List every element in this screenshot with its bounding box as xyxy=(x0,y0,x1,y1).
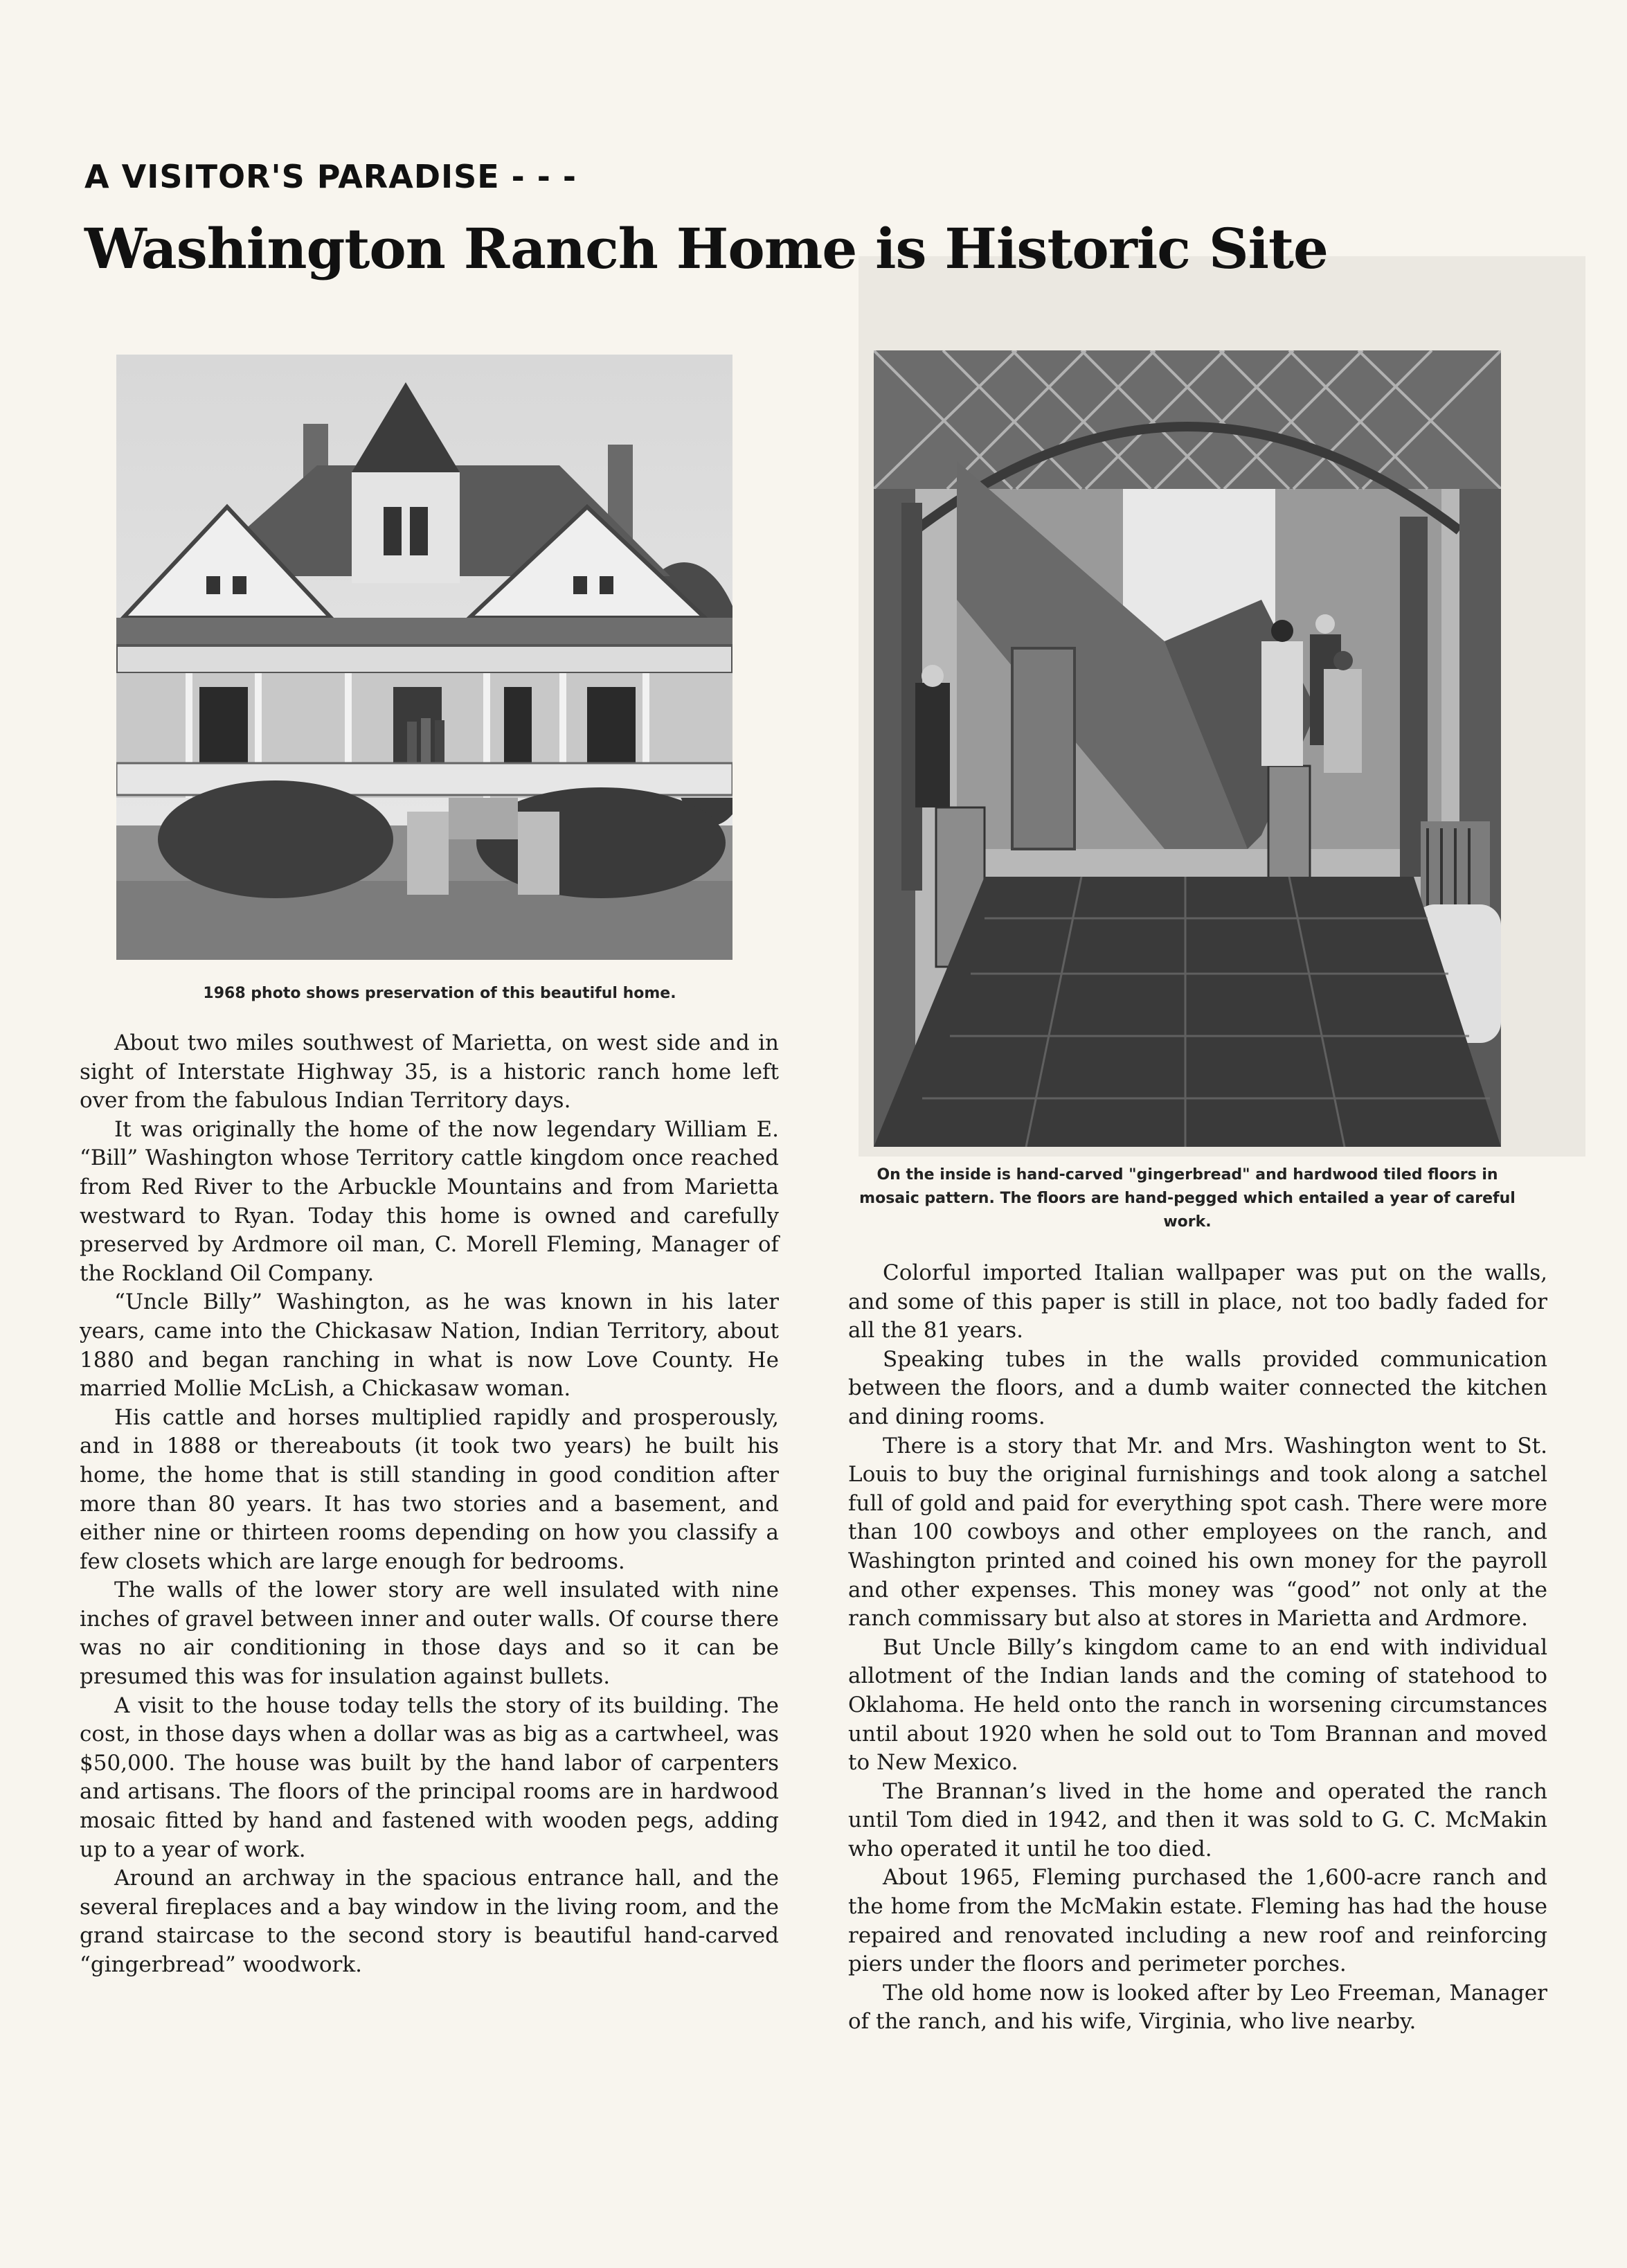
paragraph: About 1965, Fleming purchased the 1,600-acre ranch and the home from the McMakin estate. Fleming has had the house repaired and renovated including a new roof and reinforcing piers under the floors and perimeter porches. xyxy=(848,1865,1547,1977)
paragraph: It was originally the home of the now legendary William E. “Bill” Washington whose Territory cattle kingdom once reached from Red River to the Arbuckle Mountains and from Marietta westward to Ryan. Today this home is owned and carefully preserved by Ardmore oil man, C. Morell Fleming, Manager of the Rockland Oil Company. xyxy=(80,1116,779,1286)
paragraph: “Uncle Billy” Washington, as he was known in his later years, came into the Chickasaw Nation, Indian Territory, about 1880 and began ranching in what is now Love County. He married Mollie McLish, a Chickasaw woman. xyxy=(80,1289,779,1402)
paragraph: Speaking tubes in the walls provided communication between the floors, and a dumb waiter connected the kitchen and dining rooms. xyxy=(848,1346,1547,1429)
paragraph: His cattle and horses multiplied rapidly and prosperously, and in 1888 or thereabouts (it took two years) he built his home, the home that is still standing in good condition after more than 80 years. It has two stories and a basement, and either nine or thirteen rooms depending on how you classify a few closets which are large enough for bedrooms. xyxy=(80,1404,779,1574)
house-photo xyxy=(116,355,732,960)
paragraph: The Brannan’s lived in the home and operated the ranch until Tom died in 1942, and then it was sold to G. C. McMakin who operated it until he too died. xyxy=(848,1778,1547,1861)
paragraph: The old home now is looked after by Leo Freeman, Manager of the ranch, and his wife, Virginia, who live nearby. xyxy=(848,1980,1547,2035)
headline: Washington Ranch Home is Historic Site xyxy=(84,216,1328,281)
article-left-column xyxy=(80,1029,779,1980)
hall-photo-caption: On the inside is hand-carved "gingerbread" and hardwood tiled floors in mosaic pattern. The floors are hand-pegged which entailed a year of careful work. xyxy=(859,1166,1516,1231)
paragraph: The walls of the lower story are well insulated with nine inches of gravel between inner and outer walls. Of course there was no air conditioning in those days and so it can be presumed this was for insulation against bullets. xyxy=(80,1578,779,1690)
entrance-hall-photo xyxy=(874,350,1501,1147)
paragraph: Around an archway in the spacious entrance hall, and the several fireplaces and a bay window in the living room, and the grand staircase to the second story is beautiful hand-carved “gingerbread” woodwork. xyxy=(80,1866,779,1977)
paragraph: There is a story that Mr. and Mrs. Washington went to St. Louis to buy the original furnishings and took along a satchel full of gold and paid for everything spot cash. There were more than 100 cowboys and other employees on the ranch, and Washington printed and coined his own money for the payroll and other expenses. This money was “good” not only at the ranch commissary but also at stores in Marietta and Ardmore. xyxy=(848,1433,1547,1632)
paragraph: Colorful imported Italian wallpaper was put on the walls, and some of this paper is still in place, not too badly faded for all the 81 years. xyxy=(848,1260,1547,1343)
paragraph: A visit to the house today tells the story of its building. The cost, in those days when a dollar was as big as a cartwheel, was $50,000. The house was built by the hand labor of carpenters and artisans. The floors of the principal rooms are in hardwood mosaic fitted by hand and fastened with wooden pegs, adding up to a year of work. xyxy=(80,1693,779,1862)
paragraph: But Uncle Billy’s kingdom came to an end with individual allotment of the Indian lands and the coming of statehood to Oklahoma. He held onto the ranch in worsening circumstances until about 1920 when he sold out to Tom Brannan and moved to New Mexico. xyxy=(848,1634,1547,1776)
article-right-column xyxy=(848,1259,1547,2037)
kicker: A VISITOR'S PARADISE - - - xyxy=(84,158,577,195)
paragraph: About two miles southwest of Marietta, on west side and in sight of Interstate Highway 35, is a historic ranch home left over from the fabulous Indian Territory days. xyxy=(80,1030,779,1114)
house-photo-caption: 1968 photo shows preservation of this beautiful home. xyxy=(203,985,676,1002)
